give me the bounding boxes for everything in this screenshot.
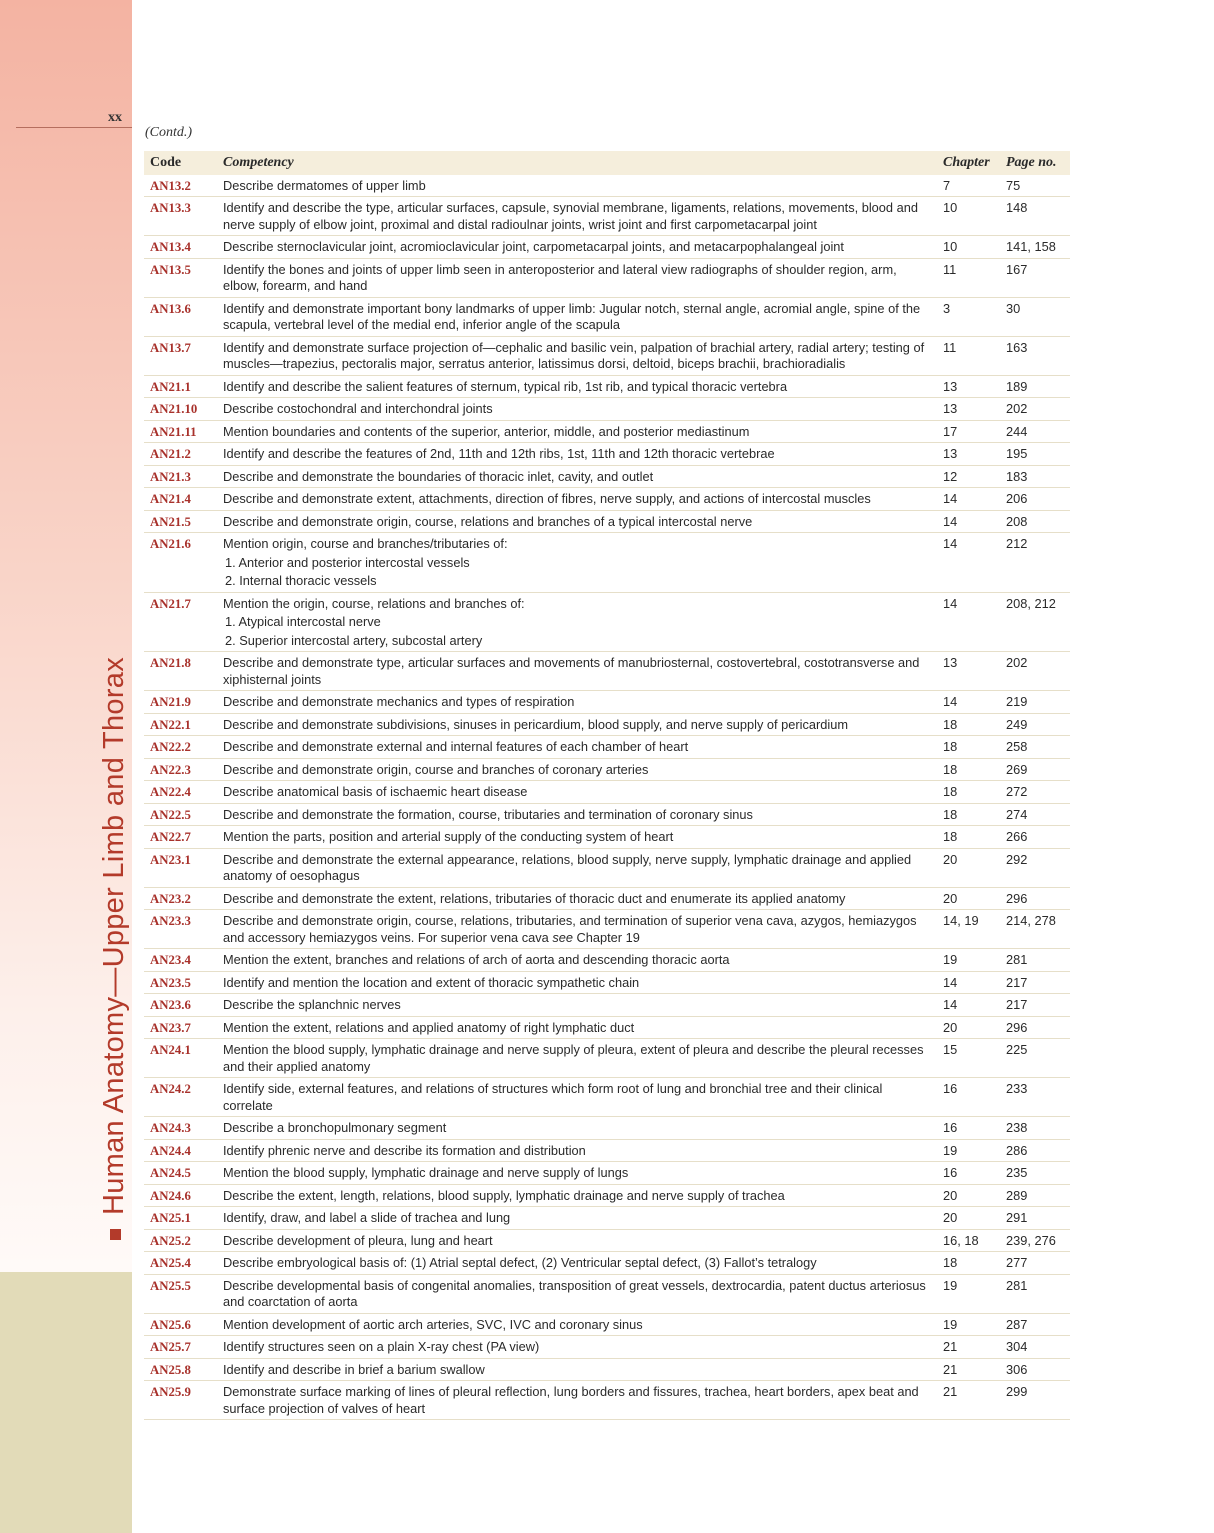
row-code: AN21.6 [144, 533, 217, 593]
row-competency [217, 398, 937, 421]
row-competency [217, 510, 937, 533]
competency-text: Identify and mention the location and extent of thoracic sympathetic chain [223, 974, 640, 990]
table-row [144, 1252, 1070, 1275]
row-code: AN21.4 [144, 488, 217, 511]
table-row [144, 197, 1070, 236]
row-chapter: 18 [937, 713, 1000, 736]
row-code: AN25.7 [144, 1336, 217, 1359]
header-page: Page no. [1000, 151, 1070, 175]
competency-text: Describe and demonstrate the extent, relations, tributaries of thoracic duct and enumerate its applied anatomy [223, 890, 846, 906]
page-number: xx [108, 110, 122, 125]
row-code: AN25.5 [144, 1274, 217, 1313]
row-code: AN21.2 [144, 443, 217, 466]
table-row [144, 510, 1070, 533]
row-chapter: 10 [937, 197, 1000, 236]
row-chapter: 20 [937, 1207, 1000, 1230]
competency-text: Describe and demonstrate the boundaries of thoracic inlet, cavity, and outlet [223, 468, 654, 484]
row-page: 238 [1000, 1117, 1070, 1140]
table-row [144, 398, 1070, 421]
row-chapter: 21 [937, 1358, 1000, 1381]
row-competency [217, 949, 937, 972]
row-page: 306 [1000, 1358, 1070, 1381]
row-code: AN13.3 [144, 197, 217, 236]
competency-text: Identify structures seen on a plain X-ray chest (PA view) [223, 1339, 540, 1354]
row-page: 235 [1000, 1162, 1070, 1185]
row-competency [217, 1274, 937, 1313]
row-chapter: 20 [937, 1016, 1000, 1039]
row-competency [217, 1313, 937, 1336]
section-side-title [98, 656, 131, 1240]
competency-text: Identify side, external features, and relations of structures which form root of lung and bronchial tree and their clinical correlate [223, 1081, 883, 1113]
competency-table [144, 151, 1070, 1420]
row-code: AN25.4 [144, 1252, 217, 1275]
row-competency [217, 175, 937, 197]
row-chapter: 15 [937, 1039, 1000, 1078]
competency-text: Describe costochondral and interchondral joints [223, 401, 493, 416]
row-competency [217, 848, 937, 887]
row-code: AN13.5 [144, 258, 217, 297]
row-code: AN22.2 [144, 736, 217, 759]
row-page: 233 [1000, 1078, 1070, 1117]
competency-text: Identify and describe the features of 2nd, 11th and 12th ribs, 1st, 11th and 12th thoracic vertebrae [223, 446, 775, 461]
competency-text: Identify, draw, and label a slide of trachea and lung [223, 1210, 511, 1225]
row-competency [217, 1039, 937, 1078]
row-code: AN25.9 [144, 1381, 217, 1420]
row-page: 244 [1000, 420, 1070, 443]
row-code: AN23.3 [144, 910, 217, 949]
table-row [144, 443, 1070, 466]
header-chapter: Chapter [937, 151, 1000, 175]
competency-text: Describe developmental basis of congenital anomalies, transposition of great vessels, dextrocardia, patent ductus arteriosus and coarctation of aorta [223, 1277, 926, 1309]
row-competency [217, 375, 937, 398]
competency-text: Identify phrenic nerve and describe its formation and distribution [223, 1142, 586, 1158]
competency-text: Describe the splanchnic nerves [223, 997, 401, 1012]
competency-sub-item: 2. Internal thoracic vessels [225, 573, 377, 588]
row-page: 291 [1000, 1207, 1070, 1230]
row-competency [217, 465, 937, 488]
row-code: AN21.7 [144, 592, 217, 652]
competency-text: Identify and describe in brief a barium swallow [223, 1361, 485, 1377]
row-page: 219 [1000, 691, 1070, 714]
row-page: 163 [1000, 336, 1070, 375]
table-row [144, 592, 1070, 652]
row-code: AN21.1 [144, 375, 217, 398]
row-page: 296 [1000, 887, 1070, 910]
row-code: AN22.5 [144, 803, 217, 826]
competency-text: Describe embryological basis of: (1) Atrial septal defect, (2) Ventricular septal defect, (3) Fallot’s tetralogy [223, 1255, 817, 1270]
competency-text: Describe and demonstrate external and internal features of each chamber of heart [223, 739, 689, 754]
row-page: 202 [1000, 652, 1070, 691]
row-page: 75 [1000, 175, 1070, 197]
row-chapter: 17 [937, 420, 1000, 443]
row-page: 289 [1000, 1184, 1070, 1207]
row-competency [217, 826, 937, 849]
row-page: 272 [1000, 781, 1070, 804]
row-page: 249 [1000, 713, 1070, 736]
row-page: 299 [1000, 1381, 1070, 1420]
row-page: 287 [1000, 1313, 1070, 1336]
table-row [144, 236, 1070, 259]
row-code: AN23.7 [144, 1016, 217, 1039]
table-row [144, 1039, 1070, 1078]
row-competency [217, 713, 937, 736]
row-page: 167 [1000, 258, 1070, 297]
row-chapter: 16 [937, 1162, 1000, 1185]
row-chapter: 14 [937, 691, 1000, 714]
page-number-rule [16, 127, 132, 128]
row-competency [217, 758, 937, 781]
row-chapter: 18 [937, 826, 1000, 849]
row-page: 202 [1000, 398, 1070, 421]
row-code: AN25.2 [144, 1229, 217, 1252]
table-row [144, 1274, 1070, 1313]
row-code: AN13.4 [144, 236, 217, 259]
table-row [144, 488, 1070, 511]
row-competency [217, 1016, 937, 1039]
competency-text: Describe and demonstrate origin, course, relations, tributaries, and termination of superior vena cava, azygos, hemiazygos and accessory hemiazygos veins. For superior vena cava [223, 913, 917, 945]
row-competency [217, 736, 937, 759]
row-competency [217, 1358, 937, 1381]
row-competency [217, 691, 937, 714]
table-row [144, 781, 1070, 804]
row-code: AN21.8 [144, 652, 217, 691]
row-chapter: 18 [937, 736, 1000, 759]
row-chapter: 14 [937, 592, 1000, 652]
row-competency [217, 592, 937, 652]
row-chapter: 20 [937, 887, 1000, 910]
row-code: AN13.2 [144, 175, 217, 197]
row-chapter: 14 [937, 994, 1000, 1017]
table-row [144, 949, 1070, 972]
row-chapter: 19 [937, 949, 1000, 972]
table-row [144, 994, 1070, 1017]
row-chapter: 18 [937, 1252, 1000, 1275]
row-code: AN24.1 [144, 1039, 217, 1078]
row-page: 258 [1000, 736, 1070, 759]
table-row [144, 375, 1070, 398]
competency-tail-text: Chapter 19 [572, 929, 640, 945]
row-code: AN23.2 [144, 887, 217, 910]
row-code: AN23.5 [144, 971, 217, 994]
table-row [144, 336, 1070, 375]
table-row [144, 826, 1070, 849]
row-chapter: 10 [937, 236, 1000, 259]
row-page: 195 [1000, 443, 1070, 466]
row-page: 217 [1000, 971, 1070, 994]
header-code: Code [144, 151, 217, 175]
competency-text: Describe a bronchopulmonary segment [223, 1120, 447, 1135]
table-row [144, 1229, 1070, 1252]
row-page: 208 [1000, 510, 1070, 533]
row-chapter: 13 [937, 652, 1000, 691]
row-code: AN21.3 [144, 465, 217, 488]
row-competency [217, 781, 937, 804]
row-code: AN24.2 [144, 1078, 217, 1117]
side-title-text: Human Anatomy—Upper Limb and Thorax [98, 656, 130, 1215]
row-page: 30 [1000, 297, 1070, 336]
side-color-band-bottom [0, 1272, 132, 1533]
row-competency [217, 1162, 937, 1185]
row-chapter: 3 [937, 297, 1000, 336]
row-code: AN22.4 [144, 781, 217, 804]
row-page: 281 [1000, 1274, 1070, 1313]
competency-text: Identify and demonstrate surface projection of—cephalic and basilic vein, palpation of brachial artery, radial artery; testing of muscles—trapezius, pectoralis major, serratus anterior, latissimus dorsi, deltoid, biceps brachii, brachioradialis [223, 339, 925, 371]
competency-see-text: see [552, 929, 573, 945]
competency-text: Describe anatomical basis of ischaemic heart disease [223, 784, 528, 799]
row-competency [217, 1207, 937, 1230]
row-competency [217, 1381, 937, 1420]
table-header [144, 151, 1070, 175]
row-page: 281 [1000, 949, 1070, 972]
row-chapter: 11 [937, 336, 1000, 375]
competency-sub-item: 2. Superior intercostal artery, subcostal artery [225, 632, 483, 648]
row-competency [217, 443, 937, 466]
row-competency [217, 1184, 937, 1207]
row-competency [217, 197, 937, 236]
row-chapter: 16 [937, 1117, 1000, 1140]
table-row [144, 803, 1070, 826]
table-row [144, 1139, 1070, 1162]
competency-text: Describe and demonstrate extent, attachments, direction of fibres, nerve supply, and actions of intercostal muscles [223, 491, 871, 506]
competency-text: Identify and describe the type, articular surfaces, capsule, synovial membrane, ligaments, relations, movements, blood and nerve supply of elbow joint, proximal and distal radioulnar joints, wrist joint and first carpometacarpal joint [223, 200, 918, 232]
table-row [144, 1336, 1070, 1359]
competency-text: Describe the extent, length, relations, blood supply, lymphatic drainage and nerve supply of trachea [223, 1187, 785, 1203]
row-competency [217, 336, 937, 375]
table-row [144, 297, 1070, 336]
table-body [144, 175, 1070, 1420]
row-chapter: 16 [937, 1078, 1000, 1117]
competency-text: Describe and demonstrate the formation, course, tributaries and termination of coronary sinus [223, 806, 753, 822]
row-code: AN22.3 [144, 758, 217, 781]
row-page: 274 [1000, 803, 1070, 826]
table-row [144, 258, 1070, 297]
competency-sub-item: 1. Atypical intercostal nerve [225, 614, 381, 629]
row-chapter: 19 [937, 1139, 1000, 1162]
table-row [144, 1381, 1070, 1420]
competency-text: Mention the blood supply, lymphatic drainage and nerve supply of pleura, extent of pleura and describe the pleural recesses and their applied anatomy [223, 1042, 924, 1074]
competency-text: Mention boundaries and contents of the superior, anterior, middle, and posterior mediastinum [223, 423, 750, 439]
table-row [144, 713, 1070, 736]
row-chapter: 19 [937, 1274, 1000, 1313]
row-code: AN25.8 [144, 1358, 217, 1381]
row-competency [217, 887, 937, 910]
competency-text: Demonstrate surface marking of lines of pleural reflection, lung borders and fissures, trachea, heart borders, apex beat and surface projection of valves of heart [223, 1384, 919, 1416]
row-competency [217, 258, 937, 297]
row-code: AN21.5 [144, 510, 217, 533]
row-code: AN13.7 [144, 336, 217, 375]
row-chapter: 18 [937, 781, 1000, 804]
table-row [144, 533, 1070, 593]
row-competency [217, 1252, 937, 1275]
table-row [144, 736, 1070, 759]
table-row [144, 1184, 1070, 1207]
row-code: AN21.10 [144, 398, 217, 421]
competency-text: Describe and demonstrate the external appearance, relations, blood supply, nerve supply, lymphatic drainage and applied anatomy of oesophagus [223, 851, 912, 883]
table-row [144, 971, 1070, 994]
competency-text: Mention origin, course and branches/tributaries of: [223, 536, 508, 551]
row-page: 148 [1000, 197, 1070, 236]
row-page: 183 [1000, 465, 1070, 488]
row-chapter: 13 [937, 375, 1000, 398]
competency-text: Describe and demonstrate type, articular surfaces and movements of manubriosternal, costovertebral, costotransverse and xiphisternal joints [223, 655, 920, 687]
row-chapter: 21 [937, 1336, 1000, 1359]
row-page: 189 [1000, 375, 1070, 398]
row-page: 208, 212 [1000, 592, 1070, 652]
competency-text: Mention the parts, position and arterial supply of the conducting system of heart [223, 829, 674, 844]
competency-sub-item: 1. Anterior and posterior intercostal vessels [225, 554, 470, 570]
competency-text: Describe and demonstrate origin, course and branches of coronary arteries [223, 761, 649, 777]
row-competency [217, 803, 937, 826]
row-chapter: 7 [937, 175, 1000, 197]
competency-text: Describe and demonstrate mechanics and types of respiration [223, 694, 575, 709]
row-page: 141, 158 [1000, 236, 1070, 259]
row-chapter: 14 [937, 488, 1000, 511]
table-row [144, 1207, 1070, 1230]
row-code: AN25.1 [144, 1207, 217, 1230]
row-code: AN23.4 [144, 949, 217, 972]
row-page: 296 [1000, 1016, 1070, 1039]
row-code: AN24.5 [144, 1162, 217, 1185]
row-page: 266 [1000, 826, 1070, 849]
row-chapter: 11 [937, 258, 1000, 297]
competency-text: Mention the origin, course, relations and branches of: [223, 595, 525, 611]
competency-text: Mention development of aortic arch arteries, SVC, IVC and coronary sinus [223, 1316, 643, 1332]
row-chapter: 16, 18 [937, 1229, 1000, 1252]
row-page: 277 [1000, 1252, 1070, 1275]
table-row [144, 420, 1070, 443]
row-code: AN22.1 [144, 713, 217, 736]
table-row [144, 1078, 1070, 1117]
row-chapter: 13 [937, 443, 1000, 466]
row-code: AN21.9 [144, 691, 217, 714]
row-competency [217, 533, 937, 593]
row-competency [217, 1078, 937, 1117]
row-competency [217, 1139, 937, 1162]
competency-text: Describe and demonstrate origin, course, relations and branches of a typical intercostal nerve [223, 513, 753, 529]
row-chapter: 18 [937, 803, 1000, 826]
table-row [144, 691, 1070, 714]
row-code: AN22.7 [144, 826, 217, 849]
competency-text: Mention the blood supply, lymphatic drainage and nerve supply of lungs [223, 1165, 629, 1180]
row-code: AN21.11 [144, 420, 217, 443]
row-chapter: 20 [937, 848, 1000, 887]
table-row [144, 758, 1070, 781]
row-chapter: 14 [937, 510, 1000, 533]
row-competency [217, 488, 937, 511]
competency-text: Describe sternoclavicular joint, acromioclavicular joint, carpometacarpal joints, and metacarpophalangeal joint [223, 239, 844, 254]
row-competency [217, 910, 937, 949]
row-chapter: 21 [937, 1381, 1000, 1420]
competency-text: Describe and demonstrate subdivisions, sinuses in pericardium, blood supply, and nerve supply of pericardium [223, 716, 849, 732]
row-chapter: 18 [937, 758, 1000, 781]
competency-text: Identify and describe the salient features of sternum, typical rib, 1st rib, and typical thoracic vertebra [223, 378, 788, 394]
table-row [144, 1117, 1070, 1140]
table-row [144, 1016, 1070, 1039]
table-row [144, 910, 1070, 949]
row-page: 269 [1000, 758, 1070, 781]
row-page: 206 [1000, 488, 1070, 511]
table-row [144, 848, 1070, 887]
row-page: 217 [1000, 994, 1070, 1017]
row-competency [217, 652, 937, 691]
row-page: 212 [1000, 533, 1070, 593]
table-row [144, 175, 1070, 197]
row-page: 214, 278 [1000, 910, 1070, 949]
row-competency [217, 236, 937, 259]
row-code: AN24.4 [144, 1139, 217, 1162]
table-row [144, 1313, 1070, 1336]
square-bullet-icon [110, 1229, 121, 1240]
table-row [144, 887, 1070, 910]
row-code: AN25.6 [144, 1313, 217, 1336]
row-code: AN23.6 [144, 994, 217, 1017]
row-page: 304 [1000, 1336, 1070, 1359]
row-competency [217, 1336, 937, 1359]
competency-text: Mention the extent, branches and relations of arch of aorta and descending thoracic aorta [223, 952, 730, 967]
row-competency [217, 420, 937, 443]
row-page: 292 [1000, 848, 1070, 887]
row-page: 225 [1000, 1039, 1070, 1078]
row-competency [217, 297, 937, 336]
row-competency [217, 1117, 937, 1140]
continued-label: (Contd.) [145, 125, 193, 140]
row-chapter: 14, 19 [937, 910, 1000, 949]
row-chapter: 19 [937, 1313, 1000, 1336]
header-row [144, 151, 1070, 175]
row-chapter: 13 [937, 398, 1000, 421]
table-row [144, 465, 1070, 488]
row-code: AN24.6 [144, 1184, 217, 1207]
competency-text: Describe dermatomes of upper limb [223, 177, 426, 193]
row-code: AN23.1 [144, 848, 217, 887]
row-code: AN24.3 [144, 1117, 217, 1140]
table-row [144, 1358, 1070, 1381]
row-competency [217, 971, 937, 994]
row-page: 286 [1000, 1139, 1070, 1162]
header-competency: Competency [217, 151, 937, 175]
row-code: AN13.6 [144, 297, 217, 336]
competency-text: Describe development of pleura, lung and heart [223, 1232, 493, 1248]
row-competency [217, 994, 937, 1017]
competency-text: Identify the bones and joints of upper limb seen in anteroposterior and lateral view radiographs of shoulder region, arm, elbow, forearm, and hand [223, 261, 897, 293]
row-competency [217, 1229, 937, 1252]
row-page: 239, 276 [1000, 1229, 1070, 1252]
competency-text: Mention the extent, relations and applied anatomy of right lymphatic duct [223, 1019, 635, 1035]
table-row [144, 1162, 1070, 1185]
row-chapter: 20 [937, 1184, 1000, 1207]
competency-text: Identify and demonstrate important bony landmarks of upper limb: Jugular notch, sternal angle, acromial angle, spine of the scapula, vertebral level of the medial end, inferior angle of the scapula [223, 300, 921, 332]
row-chapter: 14 [937, 533, 1000, 593]
row-chapter: 12 [937, 465, 1000, 488]
row-chapter: 14 [937, 971, 1000, 994]
table-row [144, 652, 1070, 691]
